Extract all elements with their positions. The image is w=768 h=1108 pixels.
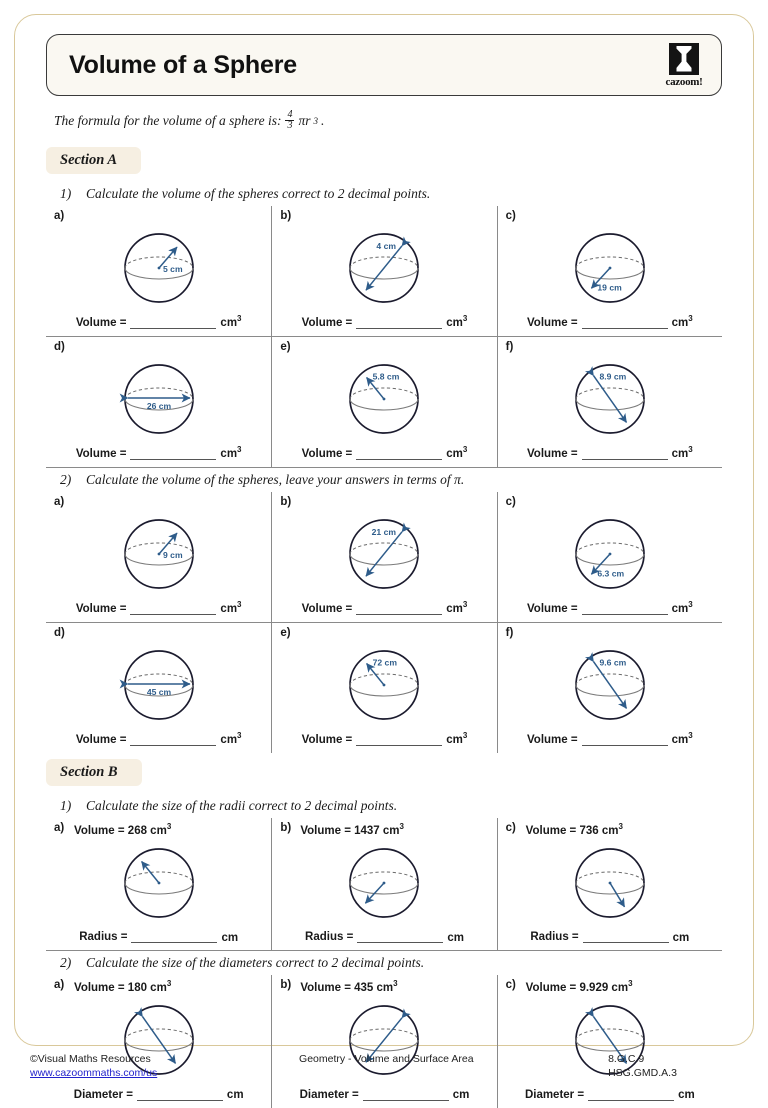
dimension-label: 9.6 cm xyxy=(599,657,627,668)
answer-blank[interactable] xyxy=(130,316,216,329)
worksheet-title-bar xyxy=(46,34,722,96)
center-dot xyxy=(157,881,160,884)
equator-front-arc xyxy=(576,399,644,410)
question-number: 1) xyxy=(60,797,72,813)
dimension-label: 19 cm xyxy=(597,282,622,293)
sphere-container xyxy=(280,353,488,445)
footer-copyright: ©Visual Maths Resources xyxy=(30,1052,151,1065)
answer-unit: cm xyxy=(447,931,464,944)
item-letter: b) xyxy=(280,979,292,992)
equator-back-arc xyxy=(350,1029,418,1040)
question-item xyxy=(497,818,722,951)
question-item xyxy=(271,975,496,1108)
page-title: Volume of a Sphere xyxy=(69,50,297,79)
question-item xyxy=(497,492,722,622)
question-item xyxy=(46,975,271,1108)
center-dot xyxy=(383,398,386,401)
equator-back-arc xyxy=(576,872,644,883)
equator-back-arc xyxy=(125,257,193,268)
answer-unit: $cm^3$ xyxy=(220,730,242,746)
answer-unit: $cm^3$ xyxy=(446,730,468,746)
answer-blank[interactable] xyxy=(357,930,443,943)
sphere-diagram xyxy=(113,639,205,731)
answer-line xyxy=(280,1086,488,1103)
item-header xyxy=(280,341,488,353)
item-header xyxy=(506,627,714,639)
question-text: Calculate the volume of the spheres correct to 2 decimal points. xyxy=(86,186,431,202)
diameter-arrow xyxy=(366,246,402,290)
sphere-container xyxy=(280,837,488,929)
page-footer xyxy=(30,1052,738,1080)
dimension-label: 45 cm xyxy=(146,686,171,697)
item-header xyxy=(280,822,488,837)
dimension-label: 4 cm xyxy=(376,241,397,252)
formula-period: . xyxy=(321,112,325,128)
sphere-diagram xyxy=(113,353,205,445)
answer-label: Volume = xyxy=(75,602,127,615)
sphere-container xyxy=(280,508,488,600)
item-letter: a) xyxy=(54,210,65,223)
dimension-label: 6.3 cm xyxy=(597,568,624,579)
question-number: 1) xyxy=(60,186,72,202)
item-letter: c) xyxy=(505,210,516,223)
item-letter: c) xyxy=(505,821,516,834)
answer-label: Radius = xyxy=(79,931,128,944)
equator-back-arc xyxy=(350,674,418,685)
center-dot xyxy=(608,881,611,884)
answer-blank[interactable] xyxy=(356,733,442,746)
question-item xyxy=(497,206,722,336)
answer-unit: $cm^3$ xyxy=(220,600,242,615)
answer-line xyxy=(506,314,714,331)
answer-label: Volume = xyxy=(301,733,353,746)
answer-blank[interactable] xyxy=(582,733,668,746)
item-letter: d) xyxy=(54,341,65,354)
equator-back-arc xyxy=(576,543,644,554)
answer-line xyxy=(54,1086,263,1103)
question-row xyxy=(46,818,722,952)
equator-front-arc xyxy=(350,268,418,279)
diameter-arrow xyxy=(593,661,626,708)
question-item xyxy=(46,818,271,951)
answer-label: Volume = xyxy=(301,317,353,330)
answer-unit: cm xyxy=(672,931,690,944)
radius-arrow xyxy=(610,883,625,907)
equator-front-arc xyxy=(576,554,644,565)
item-header xyxy=(506,979,714,994)
item-header xyxy=(280,496,488,508)
answer-unit: $cm^3$ xyxy=(220,445,242,461)
question-prompt xyxy=(60,798,722,814)
equator-back-arc xyxy=(350,543,418,554)
sphere-diagram xyxy=(338,639,430,731)
answer-blank[interactable] xyxy=(582,602,668,615)
question-item xyxy=(46,623,271,753)
answer-line xyxy=(506,445,714,462)
equator-front-arc xyxy=(350,1040,418,1051)
formula-exponent: 3 xyxy=(313,115,319,126)
item-header xyxy=(280,979,488,994)
answer-label: Volume = xyxy=(526,448,578,461)
question-item xyxy=(46,206,271,336)
item-letter: f) xyxy=(505,626,514,639)
answer-label: Volume = xyxy=(526,733,578,746)
footer-website-link[interactable]: www.cazoommaths.com/us xyxy=(30,1066,158,1079)
section-a xyxy=(46,141,722,752)
question-row xyxy=(46,492,722,623)
center-dot xyxy=(383,683,386,686)
dimension-label: 8.9 cm xyxy=(599,371,627,382)
sphere-container xyxy=(506,353,714,445)
sphere-container xyxy=(54,639,263,731)
sphere-container xyxy=(280,222,488,314)
answer-unit: $cm^3$ xyxy=(220,314,242,330)
question-item xyxy=(271,337,496,467)
given-volume: Volume = 435 $cm^3$ xyxy=(300,979,398,995)
question-item xyxy=(497,623,722,753)
equator-front-arc xyxy=(576,685,644,696)
question-item xyxy=(497,337,722,467)
equator-back-arc xyxy=(576,388,644,399)
answer-unit: $cm^3$ xyxy=(446,314,468,330)
question-item xyxy=(271,206,496,336)
equator-front-arc xyxy=(350,399,418,410)
sphere-diagram xyxy=(338,222,430,314)
answer-label: Volume = xyxy=(75,317,127,330)
question-item xyxy=(46,492,271,622)
item-letter: e) xyxy=(280,626,291,639)
answer-blank[interactable] xyxy=(588,1088,674,1101)
answer-blank[interactable] xyxy=(363,1088,449,1101)
equator-front-arc xyxy=(125,268,193,279)
answer-line xyxy=(506,929,714,946)
answer-line xyxy=(280,600,488,617)
question-item xyxy=(46,337,271,467)
section-a-heading: Section A xyxy=(46,147,141,174)
footer-standard-secondary: HSG.GMD.A.3 xyxy=(608,1066,677,1079)
item-header xyxy=(54,979,263,994)
equator-back-arc xyxy=(125,872,193,883)
answer-label: Volume = xyxy=(526,317,578,330)
answer-line xyxy=(280,731,488,748)
equator-front-arc xyxy=(350,883,418,894)
center-dot xyxy=(608,267,611,270)
sphere-container xyxy=(54,508,263,600)
given-volume: Volume = 736 $cm^3$ xyxy=(525,821,623,837)
dimension-label: 5.8 cm xyxy=(373,371,400,382)
given-volume: Volume = 180 $cm^3$ xyxy=(74,979,172,995)
item-header xyxy=(54,822,263,837)
equator-back-arc xyxy=(125,543,193,554)
item-letter: c) xyxy=(505,979,516,992)
center-dot xyxy=(157,267,160,270)
sphere-diagram xyxy=(564,353,656,445)
answer-label: Volume = xyxy=(75,733,127,746)
equator-back-arc xyxy=(576,257,644,268)
sphere-outline xyxy=(125,651,193,719)
worksheet-content xyxy=(16,14,752,1108)
question-text: Calculate the volume of the spheres, leave your answers in terms of π. xyxy=(86,472,465,488)
answer-unit: cm xyxy=(452,1089,470,1101)
answer-blank[interactable] xyxy=(137,1088,223,1101)
sphere-container xyxy=(280,639,488,731)
item-letter: c) xyxy=(505,496,516,509)
answer-line xyxy=(54,445,263,462)
item-letter: b) xyxy=(280,210,292,223)
answer-blank[interactable] xyxy=(582,447,668,460)
answer-line xyxy=(280,314,488,331)
item-header xyxy=(506,210,714,222)
logo-label: cazoom! xyxy=(665,75,703,88)
equator-front-arc xyxy=(125,883,193,894)
formula-body: πr xyxy=(298,112,311,128)
answer-blank[interactable] xyxy=(131,930,217,943)
item-letter: b) xyxy=(280,496,292,509)
center-dot xyxy=(157,553,160,556)
equator-front-arc xyxy=(125,1040,193,1051)
sphere-container xyxy=(54,353,263,445)
answer-label: Radius = xyxy=(305,931,354,944)
item-letter: f) xyxy=(505,341,514,354)
equator-back-arc xyxy=(350,872,418,883)
equator-front-arc xyxy=(576,268,644,279)
answer-label: Volume = xyxy=(75,448,127,461)
dimension-label: 72 cm xyxy=(373,657,398,668)
item-letter: a) xyxy=(54,821,65,834)
item-letter: b) xyxy=(280,821,292,834)
item-header xyxy=(506,341,714,353)
center-dot xyxy=(608,553,611,556)
sphere-container xyxy=(54,837,263,929)
item-header xyxy=(54,210,263,222)
center-dot xyxy=(383,881,386,884)
answer-line xyxy=(506,1086,714,1103)
question-prompt xyxy=(60,186,722,202)
sphere-container xyxy=(54,222,263,314)
item-letter: a) xyxy=(54,979,65,992)
formula-prefix: The formula for the volume of a sphere is: xyxy=(54,112,282,128)
sphere-container xyxy=(506,508,714,600)
cazoom-hourglass-icon xyxy=(669,43,699,75)
equator-back-arc xyxy=(576,1029,644,1040)
equator-front-arc xyxy=(350,554,418,565)
answer-label: Radius = xyxy=(530,931,579,944)
sphere-diagram xyxy=(338,837,430,929)
answer-label: Volume = xyxy=(301,602,353,615)
answer-line xyxy=(506,600,714,617)
sphere-diagram xyxy=(113,837,205,929)
equator-front-arc xyxy=(576,1040,644,1051)
answer-line xyxy=(280,445,488,462)
answer-blank[interactable] xyxy=(583,930,669,943)
question-item xyxy=(271,818,496,951)
equator-front-arc xyxy=(576,883,644,894)
sphere-diagram xyxy=(338,353,430,445)
answer-unit: $cm^3$ xyxy=(671,445,693,461)
equator-back-arc xyxy=(350,388,418,399)
footer-topic: Geometry - Volume and Surface Area xyxy=(299,1052,474,1065)
item-header xyxy=(506,822,714,837)
equator-back-arc xyxy=(350,257,418,268)
dimension-label: 21 cm xyxy=(372,526,397,537)
answer-unit: cm xyxy=(221,931,239,944)
answer-blank[interactable] xyxy=(130,733,216,746)
item-header xyxy=(54,341,263,353)
answer-blank[interactable] xyxy=(582,316,668,329)
equator-front-arc xyxy=(125,554,193,565)
question-row xyxy=(46,975,722,1108)
answer-unit: $cm^3$ xyxy=(446,445,468,461)
question-row xyxy=(46,206,722,337)
sphere-container xyxy=(506,837,714,929)
answer-blank[interactable] xyxy=(356,316,442,329)
answer-line xyxy=(54,600,263,617)
answer-line xyxy=(54,314,263,331)
answer-unit: $cm^3$ xyxy=(671,314,693,330)
question-item xyxy=(271,492,496,622)
sphere-diagram xyxy=(113,508,205,600)
answer-blank[interactable] xyxy=(356,447,442,460)
item-header xyxy=(506,496,714,508)
given-volume: Volume = 1437 $cm^3$ xyxy=(300,821,404,837)
answer-unit: $cm^3$ xyxy=(671,600,693,615)
formula-line xyxy=(54,110,722,131)
sphere-diagram xyxy=(564,508,656,600)
equator-back-arc xyxy=(125,1029,193,1040)
sphere-diagram xyxy=(564,222,656,314)
given-volume: Volume = 268 $cm^3$ xyxy=(74,821,172,837)
equator-back-arc xyxy=(576,674,644,685)
answer-label: Diameter = xyxy=(299,1089,359,1101)
answer-unit: cm xyxy=(226,1089,244,1101)
question-number: 2) xyxy=(60,955,72,971)
sphere-container xyxy=(506,222,714,314)
answer-label: Volume = xyxy=(526,602,578,615)
answer-line xyxy=(54,929,263,946)
item-letter: d) xyxy=(54,626,65,639)
question-row xyxy=(46,623,722,753)
item-letter: e) xyxy=(280,341,291,354)
answer-blank[interactable] xyxy=(356,602,442,615)
answer-unit: cm xyxy=(678,1089,695,1101)
fraction-denominator: 3 xyxy=(287,120,293,132)
section-b-heading: Section B xyxy=(46,759,142,786)
sphere-diagram xyxy=(113,222,205,314)
answer-label: Diameter = xyxy=(73,1089,133,1101)
given-volume: Volume = 9.929 $cm^3$ xyxy=(525,979,633,995)
sphere-diagram xyxy=(564,837,656,929)
formula-fraction xyxy=(285,110,294,131)
brand-logo xyxy=(661,43,707,88)
sphere-diagram xyxy=(338,508,430,600)
dimension-label: 5 cm xyxy=(162,264,183,275)
answer-label: Volume = xyxy=(301,448,353,461)
fraction-numerator: 4 xyxy=(287,109,293,120)
answer-unit: $cm^3$ xyxy=(446,600,468,615)
question-text: Calculate the size of the radii correct to 2 decimal points. xyxy=(86,797,398,813)
footer-standard-primary: 8.G.C.9 xyxy=(608,1052,645,1065)
answer-line xyxy=(54,731,263,748)
sections-container xyxy=(46,141,722,1108)
diameter-arrow xyxy=(593,376,626,423)
answer-line xyxy=(280,929,488,946)
question-item xyxy=(271,623,496,753)
answer-line xyxy=(506,731,714,748)
question-item xyxy=(497,975,722,1108)
item-header xyxy=(280,627,488,639)
diameter-arrow xyxy=(366,532,402,576)
equator-front-arc xyxy=(350,685,418,696)
answer-blank[interactable] xyxy=(130,447,216,460)
item-header xyxy=(280,210,488,222)
question-row xyxy=(46,337,722,468)
question-number: 2) xyxy=(60,472,72,488)
item-letter: a) xyxy=(54,496,65,509)
item-header xyxy=(54,496,263,508)
answer-blank[interactable] xyxy=(130,602,216,615)
sphere-outline xyxy=(125,365,193,433)
question-text: Calculate the size of the diameters correct to 2 decimal points. xyxy=(86,955,425,971)
item-header xyxy=(54,627,263,639)
answer-unit: $cm^3$ xyxy=(671,730,693,746)
question-prompt xyxy=(60,955,722,971)
sphere-container xyxy=(506,639,714,731)
question-prompt xyxy=(60,472,722,488)
dimension-label: 9 cm xyxy=(162,550,183,561)
sphere-diagram xyxy=(564,639,656,731)
answer-label: Diameter = xyxy=(524,1089,585,1101)
dimension-label: 26 cm xyxy=(146,401,171,412)
